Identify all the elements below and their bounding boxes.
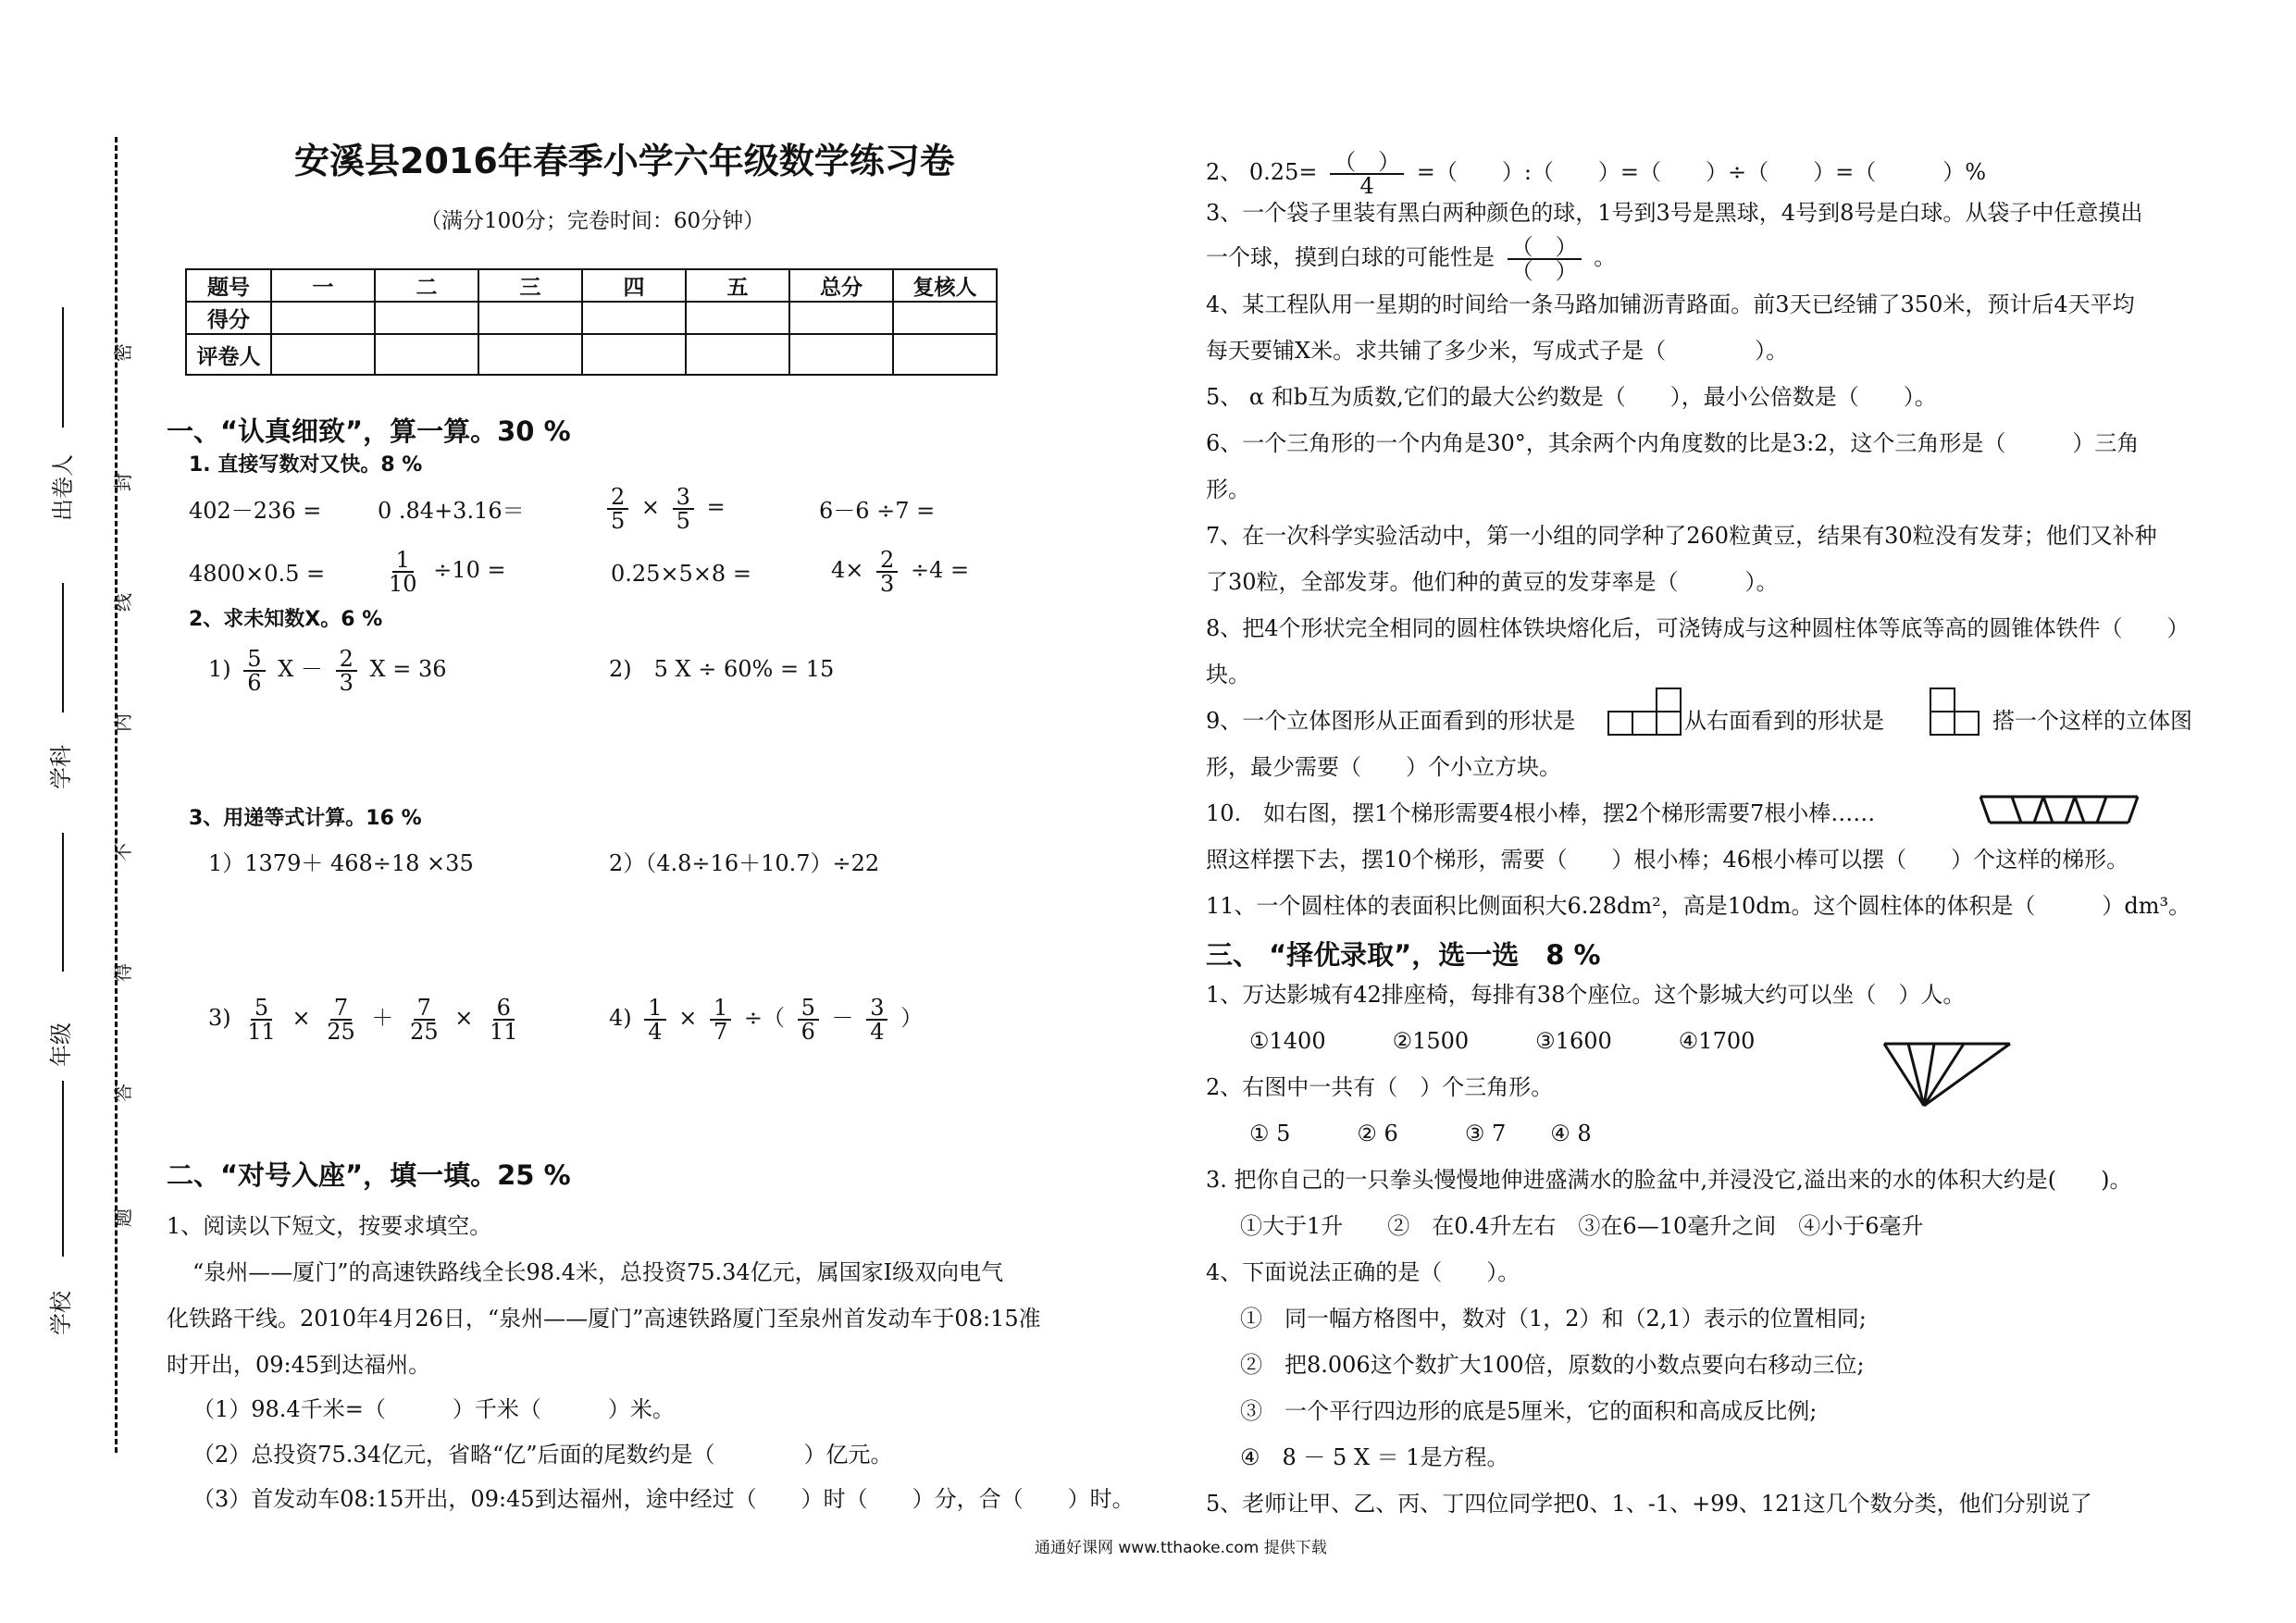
question-text: 每天要铺X米。求共铺了多少米，写成式子是（ ）。 [1206, 338, 1789, 364]
score-cell[interactable] [893, 302, 997, 334]
answer-options: ①大于1升 ② 在0.4升左右 ③在6—10毫升之间 ④小于6毫升 [1240, 1213, 1924, 1239]
question-text: 1、万达影城有42排座椅，每排有38个座位。这个影城大约可以坐（ ）人。 [1206, 982, 1966, 1008]
calc-item: 4800×0.5 = [189, 561, 326, 587]
table-row [186, 269, 997, 302]
score-cell[interactable] [789, 334, 893, 375]
table-row [186, 334, 997, 375]
binding-label-author: 出卷人 [50, 454, 76, 521]
calc-item: 6－6 ÷7 = [819, 498, 936, 524]
triangle-count-figure [1882, 1041, 2012, 1108]
question-text: 形。 [1206, 477, 1250, 502]
binding-dashed-line [115, 137, 118, 1453]
seal-char: 题 [112, 1208, 134, 1227]
s1-part2-title: 2、求未知数X。6 % [189, 608, 383, 631]
question-text: 4、下面说法正确的是（ ）。 [1206, 1259, 1520, 1285]
section-2-title: 二、“对号入座”，填一填。25 % [167, 1159, 571, 1191]
seal-char: 内 [112, 713, 134, 732]
statement-item: ④ 8 － 5 X ＝ 1是方程。 [1240, 1444, 1509, 1470]
table-header-cell: 题号 [186, 269, 271, 302]
trapezoid-chain-figure [1979, 794, 2140, 825]
score-cell[interactable] [582, 334, 686, 375]
table-header-cell: 一 [271, 269, 375, 302]
calc-item: 0 .84+3.16＝ [378, 498, 525, 524]
question-text: （3）首发动车08:15开出，09:45到达福州，途中经过（ ）时（ ）分，合（ ）时。 [192, 1486, 1135, 1512]
binding-line [62, 307, 64, 427]
section-3-title: 三、 “择优录取”，选一选 8 % [1206, 939, 1601, 971]
seal-char: 封 [112, 473, 134, 491]
question-text: 一个球，摸到白球的可能性是 $\frac{( )}{( )}$ 。 [1206, 233, 1617, 284]
table-header-cell: 三 [478, 269, 582, 302]
question-text: “泉州——厦门”的高速铁路线全长98.4米，总投资75.34亿元，属国家I级双向电气 [192, 1259, 1004, 1285]
question-text: 9、一个立体图形从正面看到的形状是 [1206, 708, 1576, 734]
question-text: 2、右图中一共有（ ）个三角形。 [1206, 1074, 1554, 1100]
binding-label-grade: 年级 [48, 1022, 74, 1067]
question-text: 10. 如右图，摆1个梯形需要4根小棒，摆2个梯形需要7根小棒…… [1206, 800, 1876, 826]
question-text: 搭一个这样的立体图 [1992, 708, 2192, 734]
answer-options: ① 5 ② 6 ③ 7 ④ 8 [1249, 1121, 1592, 1146]
calc-item: 1）1379＋ 468÷18 ×35 [208, 850, 474, 876]
statement-item: ② 把8.006这个数扩大100倍，原数的小数点要向右移动三位; [1240, 1352, 1865, 1378]
s1-part1-title: 1. 直接写数对又快。8 % [189, 453, 423, 477]
calc-item: $\frac{2}{5}$ × $\frac{3}{5}$ = [602, 481, 726, 533]
question-text: 照这样摆下去，摆10个梯形，需要（ ）根小棒；46根小棒可以摆（ ）个这样的梯形。 [1206, 847, 2129, 873]
table-header-cell: 五 [686, 269, 789, 302]
question-text: 6、一个三角形的一个内角是30°，其余两个内角度数的比是3:2，这个三角形是（ ）三角 [1206, 430, 2140, 456]
calc-item: 402－236 = [189, 498, 322, 524]
question-text: （1）98.4千米=（ ）千米（ ）米。 [192, 1396, 675, 1422]
seal-char: 线 [112, 593, 134, 612]
calc-item: 4× $\frac{2}{3}$ ÷4 = [831, 546, 970, 597]
question-text: 了30粒，全部发芽。他们种的黄豆的发芽率是（ ）。 [1206, 569, 1779, 595]
table-row-label: 得分 [186, 302, 271, 334]
question-text: 块。 [1206, 662, 1250, 688]
equation-item: 1) $\frac{5}{6}$ X － $\frac{2}{3}$ X = 36 [208, 645, 447, 696]
question-text: 时开出，09:45到达福州。 [167, 1352, 431, 1378]
section-1-title: 一、“认真细致”，算一算。30 % [167, 415, 571, 447]
question-text: 7、在一次科学实验活动中，第一小组的同学种了260粒黄豆，结果有30粒没有发芽；他们又补种 [1206, 523, 2157, 549]
score-table [185, 268, 998, 376]
table-header-cell: 四 [582, 269, 686, 302]
footer-credit: 通通好课网 www.tthaoke.com 提供下载 [1035, 1539, 1327, 1557]
score-cell[interactable] [478, 334, 582, 375]
score-cell[interactable] [375, 302, 478, 334]
answer-options: ①1400 ②1500 ③1600 ④1700 [1249, 1028, 1756, 1054]
question-text: 3、一个袋子里装有黑白两种颜色的球，1号到3号是黑球，4号到8号是白球。从袋子中任意摸出 [1206, 200, 2143, 226]
question-text: 1、阅读以下短文，按要求填空。 [167, 1213, 492, 1239]
score-cell[interactable] [478, 302, 582, 334]
question-text: 5、 α 和b互为质数,它们的最大公约数是（ ），最小公倍数是（ ）。 [1206, 384, 1937, 410]
binding-line [62, 583, 64, 712]
question-text: 5、老师让甲、乙、丙、丁四位同学把0、1、-1、+99、121这几个数分类，他们分别说了 [1206, 1491, 2092, 1517]
question-text: 11、一个圆柱体的表面积比侧面积大6.28dm²，高是10dm。这个圆柱体的体积是（ ）dm³。 [1206, 893, 2191, 919]
seal-char: 答 [112, 1084, 134, 1102]
statement-item: ① 同一幅方格图中，数对（1，2）和（2,1）表示的位置相同; [1240, 1306, 1867, 1332]
binding-line [62, 1081, 64, 1257]
calc-item: $\frac{1}{10}$ ÷10 = [389, 546, 506, 597]
question-text: 8、把4个形状完全相同的圆柱体铁块熔化后，可浇铸成与这种圆柱体等底等高的圆锥体铁件（ ） [1206, 615, 2190, 641]
question-text: 4、某工程队用一星期的时间给一条马路加铺沥青路面。前3天已经铺了350米，预计后4天平均 [1206, 291, 2135, 317]
score-cell[interactable] [271, 302, 375, 334]
seal-char: 得 [112, 963, 134, 982]
table-header-cell: 二 [375, 269, 478, 302]
question-text: 形，最少需要（ ）个小立方块。 [1206, 754, 1561, 780]
page-title: 安溪县2016年春季小学六年级数学练习卷 [294, 141, 955, 181]
calc-item: 4) $\frac{1}{4}$ × $\frac{1}{7}$ ÷（ $\frac{5}{6}$ － $\frac{3}{4}$ ） [609, 994, 924, 1045]
question-text: 3. 把你自己的一只拳头慢慢地伸进盛满水的脸盆中,并浸没它,溢出来的水的体积大约是( )。 [1206, 1167, 2132, 1193]
score-cell[interactable] [789, 302, 893, 334]
page-subtitle: （满分100分；完卷时间：60分钟） [420, 209, 765, 233]
front-view-figure [1607, 688, 1682, 736]
question-text: 从右面看到的形状是 [1684, 708, 1884, 734]
score-cell[interactable] [893, 334, 997, 375]
seal-char: 不 [112, 843, 134, 861]
side-view-figure [1930, 688, 1981, 736]
score-cell[interactable] [375, 334, 478, 375]
binding-line [62, 833, 64, 972]
question-text: 2、 0.25= $\frac{( )}{4}$ =（ ）:（ ）=（ ）÷（ ）=（ ）% [1206, 148, 1987, 199]
question-text: （2）总投资75.34亿元，省略“亿”后面的尾数约是（ ）亿元。 [192, 1442, 893, 1468]
score-cell[interactable] [686, 334, 789, 375]
question-text: 化铁路干线。2010年4月26日，“泉州——厦门”高速铁路厦门至泉州首发动车于08:15准 [167, 1306, 1041, 1332]
table-header-cell: 复核人 [893, 269, 997, 302]
statement-item: ③ 一个平行四边形的底是5厘米，它的面积和高成反比例; [1240, 1398, 1818, 1424]
seal-char: 密 [112, 343, 134, 362]
equation-item: 2) 5 X ÷ 60% = 15 [609, 656, 835, 682]
calc-item: 0.25×5×8 = [611, 561, 751, 587]
s1-part3-title: 3、用递等式计算。16 % [189, 807, 422, 830]
calc-item: 3) $\frac{5}{11}$ × $\frac{7}{25}$ ＋ $\frac{7}{25}$ × $\frac{6}{11}$ [208, 994, 518, 1045]
score-cell[interactable] [582, 302, 686, 334]
table-row [186, 302, 997, 334]
table-row-label: 评卷人 [186, 334, 271, 375]
table-header-cell: 总分 [789, 269, 893, 302]
score-cell[interactable] [686, 302, 789, 334]
calc-item: 2）（4.8÷16＋10.7）÷22 [609, 850, 880, 876]
binding-label-school: 学校 [48, 1291, 74, 1335]
score-cell[interactable] [271, 334, 375, 375]
binding-label-subject: 学科 [48, 745, 74, 789]
